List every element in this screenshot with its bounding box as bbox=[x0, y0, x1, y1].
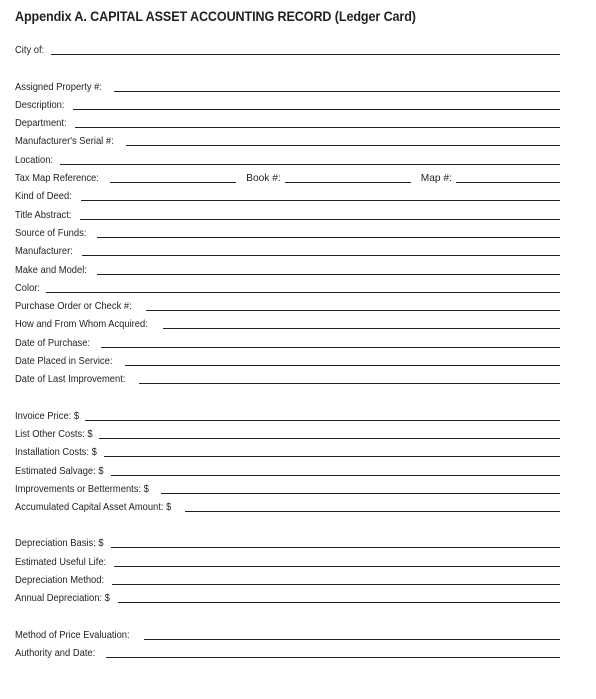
field-label: Date of Last Improvement: bbox=[15, 374, 126, 386]
form-row bbox=[15, 550, 560, 568]
fill-in-line[interactable] bbox=[118, 602, 560, 603]
section-gap bbox=[15, 514, 560, 532]
form-row bbox=[15, 313, 560, 331]
field-label: Depreciation Basis: $ bbox=[15, 538, 104, 550]
property-section bbox=[15, 75, 560, 166]
field-label: Description: bbox=[15, 99, 65, 111]
field-label: Make and Model: bbox=[15, 264, 87, 276]
form-row bbox=[15, 94, 560, 112]
field-label: Tax Map Reference: bbox=[15, 173, 99, 185]
field-label: Title Abstract: bbox=[15, 209, 72, 221]
form-row bbox=[15, 222, 560, 240]
form-row bbox=[15, 441, 560, 459]
form-row bbox=[15, 75, 560, 93]
fill-in-line[interactable] bbox=[144, 639, 560, 640]
field-label: Manufacturer: bbox=[15, 246, 73, 258]
field-label: Date of Purchase: bbox=[15, 337, 91, 349]
field-label: Purchase Order or Check #: bbox=[15, 301, 132, 313]
form-row bbox=[15, 203, 560, 221]
field-label: Assigned Property #: bbox=[15, 81, 103, 93]
fill-in-line[interactable] bbox=[60, 164, 560, 165]
fill-in-line[interactable] bbox=[97, 274, 560, 275]
field-label: City of: bbox=[15, 45, 45, 57]
fill-in-line[interactable] bbox=[80, 219, 560, 220]
fill-in-line[interactable] bbox=[106, 657, 560, 658]
field-label: Kind of Deed: bbox=[15, 191, 72, 203]
field-label: Estimated Salvage: $ bbox=[15, 465, 104, 477]
form-row bbox=[15, 532, 560, 550]
form-row bbox=[15, 496, 560, 514]
field-label: Map #: bbox=[420, 173, 452, 185]
form-row bbox=[15, 587, 560, 605]
form-row bbox=[15, 423, 560, 441]
section-gap bbox=[15, 57, 560, 75]
fill-in-line[interactable] bbox=[111, 547, 560, 548]
field-label: Method of Price Evaluation: bbox=[15, 629, 130, 641]
field-label: Department: bbox=[15, 118, 67, 130]
form-row bbox=[15, 258, 560, 276]
fill-in-line[interactable] bbox=[114, 566, 560, 567]
depreciation-section bbox=[15, 532, 560, 605]
form-row-city bbox=[15, 39, 560, 57]
fill-in-line[interactable] bbox=[146, 310, 560, 311]
field-label: Manufacturer's Serial #: bbox=[15, 136, 114, 148]
fill-in-line[interactable] bbox=[139, 383, 560, 384]
fill-in-line[interactable] bbox=[101, 347, 560, 348]
fill-in-line[interactable] bbox=[114, 91, 560, 92]
form-row-tax-map bbox=[15, 167, 560, 185]
form-row bbox=[15, 350, 560, 368]
fill-in-line[interactable] bbox=[126, 145, 560, 146]
fill-in-line[interactable] bbox=[82, 255, 560, 256]
fill-in-line[interactable] bbox=[185, 511, 560, 512]
form-row bbox=[15, 295, 560, 313]
field-label: Depreciation Method: bbox=[15, 575, 105, 587]
fill-in-line[interactable] bbox=[51, 54, 560, 55]
field-label: Authority and Date: bbox=[15, 647, 96, 659]
form-row bbox=[15, 112, 560, 130]
fill-in-line[interactable] bbox=[97, 237, 560, 238]
fill-in-line[interactable] bbox=[99, 438, 560, 439]
form-row bbox=[15, 130, 560, 148]
ledger-card-form bbox=[15, 8, 560, 660]
field-label: Accumulated Capital Asset Amount: $ bbox=[15, 502, 172, 514]
evaluation-section bbox=[15, 623, 560, 660]
field-label: Invoice Price: $ bbox=[15, 410, 80, 422]
field-label: Annual Depreciation: $ bbox=[15, 593, 110, 605]
form-row bbox=[15, 240, 560, 258]
field-label: Estimated Useful Life: bbox=[15, 556, 107, 568]
form-row bbox=[15, 459, 560, 477]
field-label: Date Placed in Service: bbox=[15, 356, 113, 368]
form-row bbox=[15, 623, 560, 641]
form-row bbox=[15, 642, 560, 660]
field-label: Location: bbox=[15, 154, 54, 166]
form-row bbox=[15, 368, 560, 386]
fill-in-line[interactable] bbox=[104, 456, 560, 457]
fill-in-line[interactable] bbox=[111, 475, 560, 476]
fill-in-line[interactable] bbox=[163, 328, 560, 329]
form-row bbox=[15, 404, 560, 422]
field-label: List Other Costs: $ bbox=[15, 428, 93, 440]
field-label: How and From Whom Acquired: bbox=[15, 319, 148, 331]
field-label: Source of Funds: bbox=[15, 227, 87, 239]
form-row bbox=[15, 569, 560, 587]
section-gap bbox=[15, 386, 560, 404]
fill-in-line[interactable] bbox=[112, 584, 560, 585]
fill-in-line[interactable] bbox=[46, 292, 560, 293]
form-row bbox=[15, 148, 560, 166]
fill-in-line[interactable] bbox=[285, 182, 411, 183]
field-label: Color: bbox=[15, 282, 41, 294]
cost-section bbox=[15, 404, 560, 514]
field-label: Improvements or Betterments: $ bbox=[15, 483, 149, 495]
page-title: Appendix A. CAPITAL ASSET ACCOUNTING RECORD (Ledger Card) bbox=[15, 9, 416, 24]
fill-in-line[interactable] bbox=[456, 182, 560, 183]
fill-in-line[interactable] bbox=[161, 493, 560, 494]
fill-in-line[interactable] bbox=[81, 200, 560, 201]
fill-in-line[interactable] bbox=[73, 109, 560, 110]
field-label: Installation Costs: $ bbox=[15, 447, 97, 459]
form-row bbox=[15, 277, 560, 295]
section-gap bbox=[15, 605, 560, 623]
property-section-continued bbox=[15, 185, 560, 386]
fill-in-line[interactable] bbox=[110, 182, 236, 183]
form-row bbox=[15, 478, 560, 496]
form-row bbox=[15, 331, 560, 349]
fill-in-line[interactable] bbox=[75, 127, 560, 128]
fill-in-line[interactable] bbox=[85, 420, 560, 421]
field-label: Book #: bbox=[246, 173, 281, 185]
form-row bbox=[15, 185, 560, 203]
fill-in-line[interactable] bbox=[125, 365, 560, 366]
